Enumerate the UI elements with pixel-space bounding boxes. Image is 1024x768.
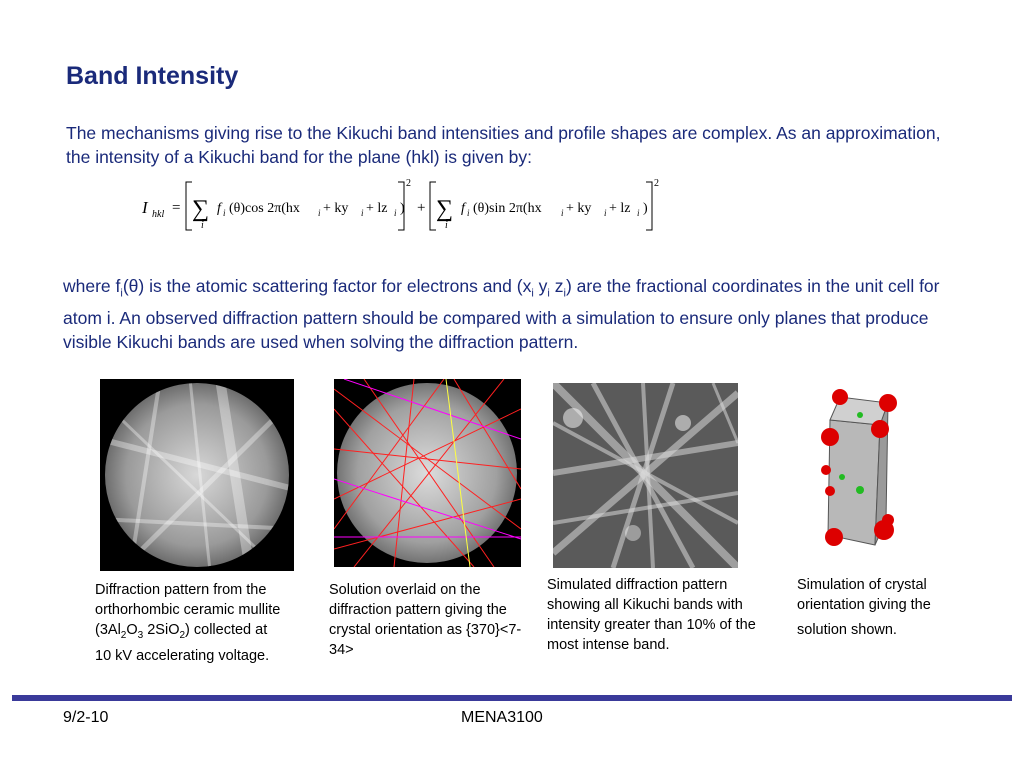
term2-y-sub: i <box>604 208 607 218</box>
caption-crystal: Simulation of crystal orientation giving the solution shown. <box>797 577 931 638</box>
sum-index-1: i <box>201 220 204 231</box>
term1-k: + ky <box>323 201 349 216</box>
sum-index-2: i <box>445 220 448 231</box>
term2-f: f <box>461 201 465 216</box>
crystal-orientation-image <box>800 385 930 560</box>
explanation-paragraph: where $f_i(\theta)$ is the atomic scattering factor for electrons and ($x_i$ $y_i$ $z_i$) are the fractional coordinates in the unit cell for atom i. An observed diffraction pattern should be compared with a simulation to ensure only planes that produce visible Kikuchi bands are used when solving the diffraction pattern. <box>63 276 940 352</box>
term1-l: + lz <box>366 201 388 216</box>
sum-symbol-2: ∑ <box>436 196 454 222</box>
caption-diffraction: Diffraction pattern from the orthorhombic ceramic mullite ($3Al_2O_3$ 2SiO$_2$) collected at 10 kV accelerating voltage. <box>95 582 281 664</box>
intensity-formula <box>140 176 680 234</box>
square-1: 2 <box>406 178 411 189</box>
term2-x-sub: i <box>561 208 564 218</box>
simulated-pattern-image <box>553 383 738 568</box>
solution-overlay-image <box>334 379 521 567</box>
caption-simulated: Simulated diffraction pattern showing all Kikuchi bands with intensity greater than 10% of the most intense band. <box>547 577 756 653</box>
formula-plus: + <box>417 200 426 216</box>
term2-f-sub: i <box>467 208 470 218</box>
term2-k: + ky <box>566 201 592 216</box>
term1-y-sub: i <box>361 208 364 218</box>
term1-z-sub: i <box>394 208 397 218</box>
term2-z-sub: i <box>637 208 640 218</box>
term1-x-sub: i <box>318 208 321 218</box>
term1-f: f <box>217 201 221 216</box>
sum-symbol-1: ∑ <box>192 196 210 222</box>
formula-I: I <box>142 198 148 217</box>
slide-title: Band Intensity <box>66 62 239 90</box>
footer-course: MENA3100 <box>461 709 543 726</box>
term1-close: ) <box>400 201 405 216</box>
term1-f-sub: i <box>223 208 226 218</box>
formula-hkl: hkl <box>152 209 165 220</box>
caption-solution: Solution overlaid on the diffraction pattern giving the crystal orientation as {370}<7-34> <box>329 582 522 658</box>
term2-close: ) <box>643 201 648 216</box>
term1-rest: (θ)cos 2π(hx <box>229 201 300 216</box>
term2-l: + lz <box>609 201 631 216</box>
term2-rest: (θ)sin 2π(hx <box>473 201 542 216</box>
diffraction-pattern-image <box>100 379 294 571</box>
square-2: 2 <box>654 178 659 189</box>
footer-date: 9/2-10 <box>63 709 109 726</box>
formula-eq: = <box>172 200 181 216</box>
footer-divider <box>12 695 1012 701</box>
intro-paragraph: The mechanisms giving rise to the Kikuchi band intensities and profile shapes are complex. As an approximation, the intensity of a Kikuchi band for the plane (hkl) is given by: <box>66 123 941 167</box>
